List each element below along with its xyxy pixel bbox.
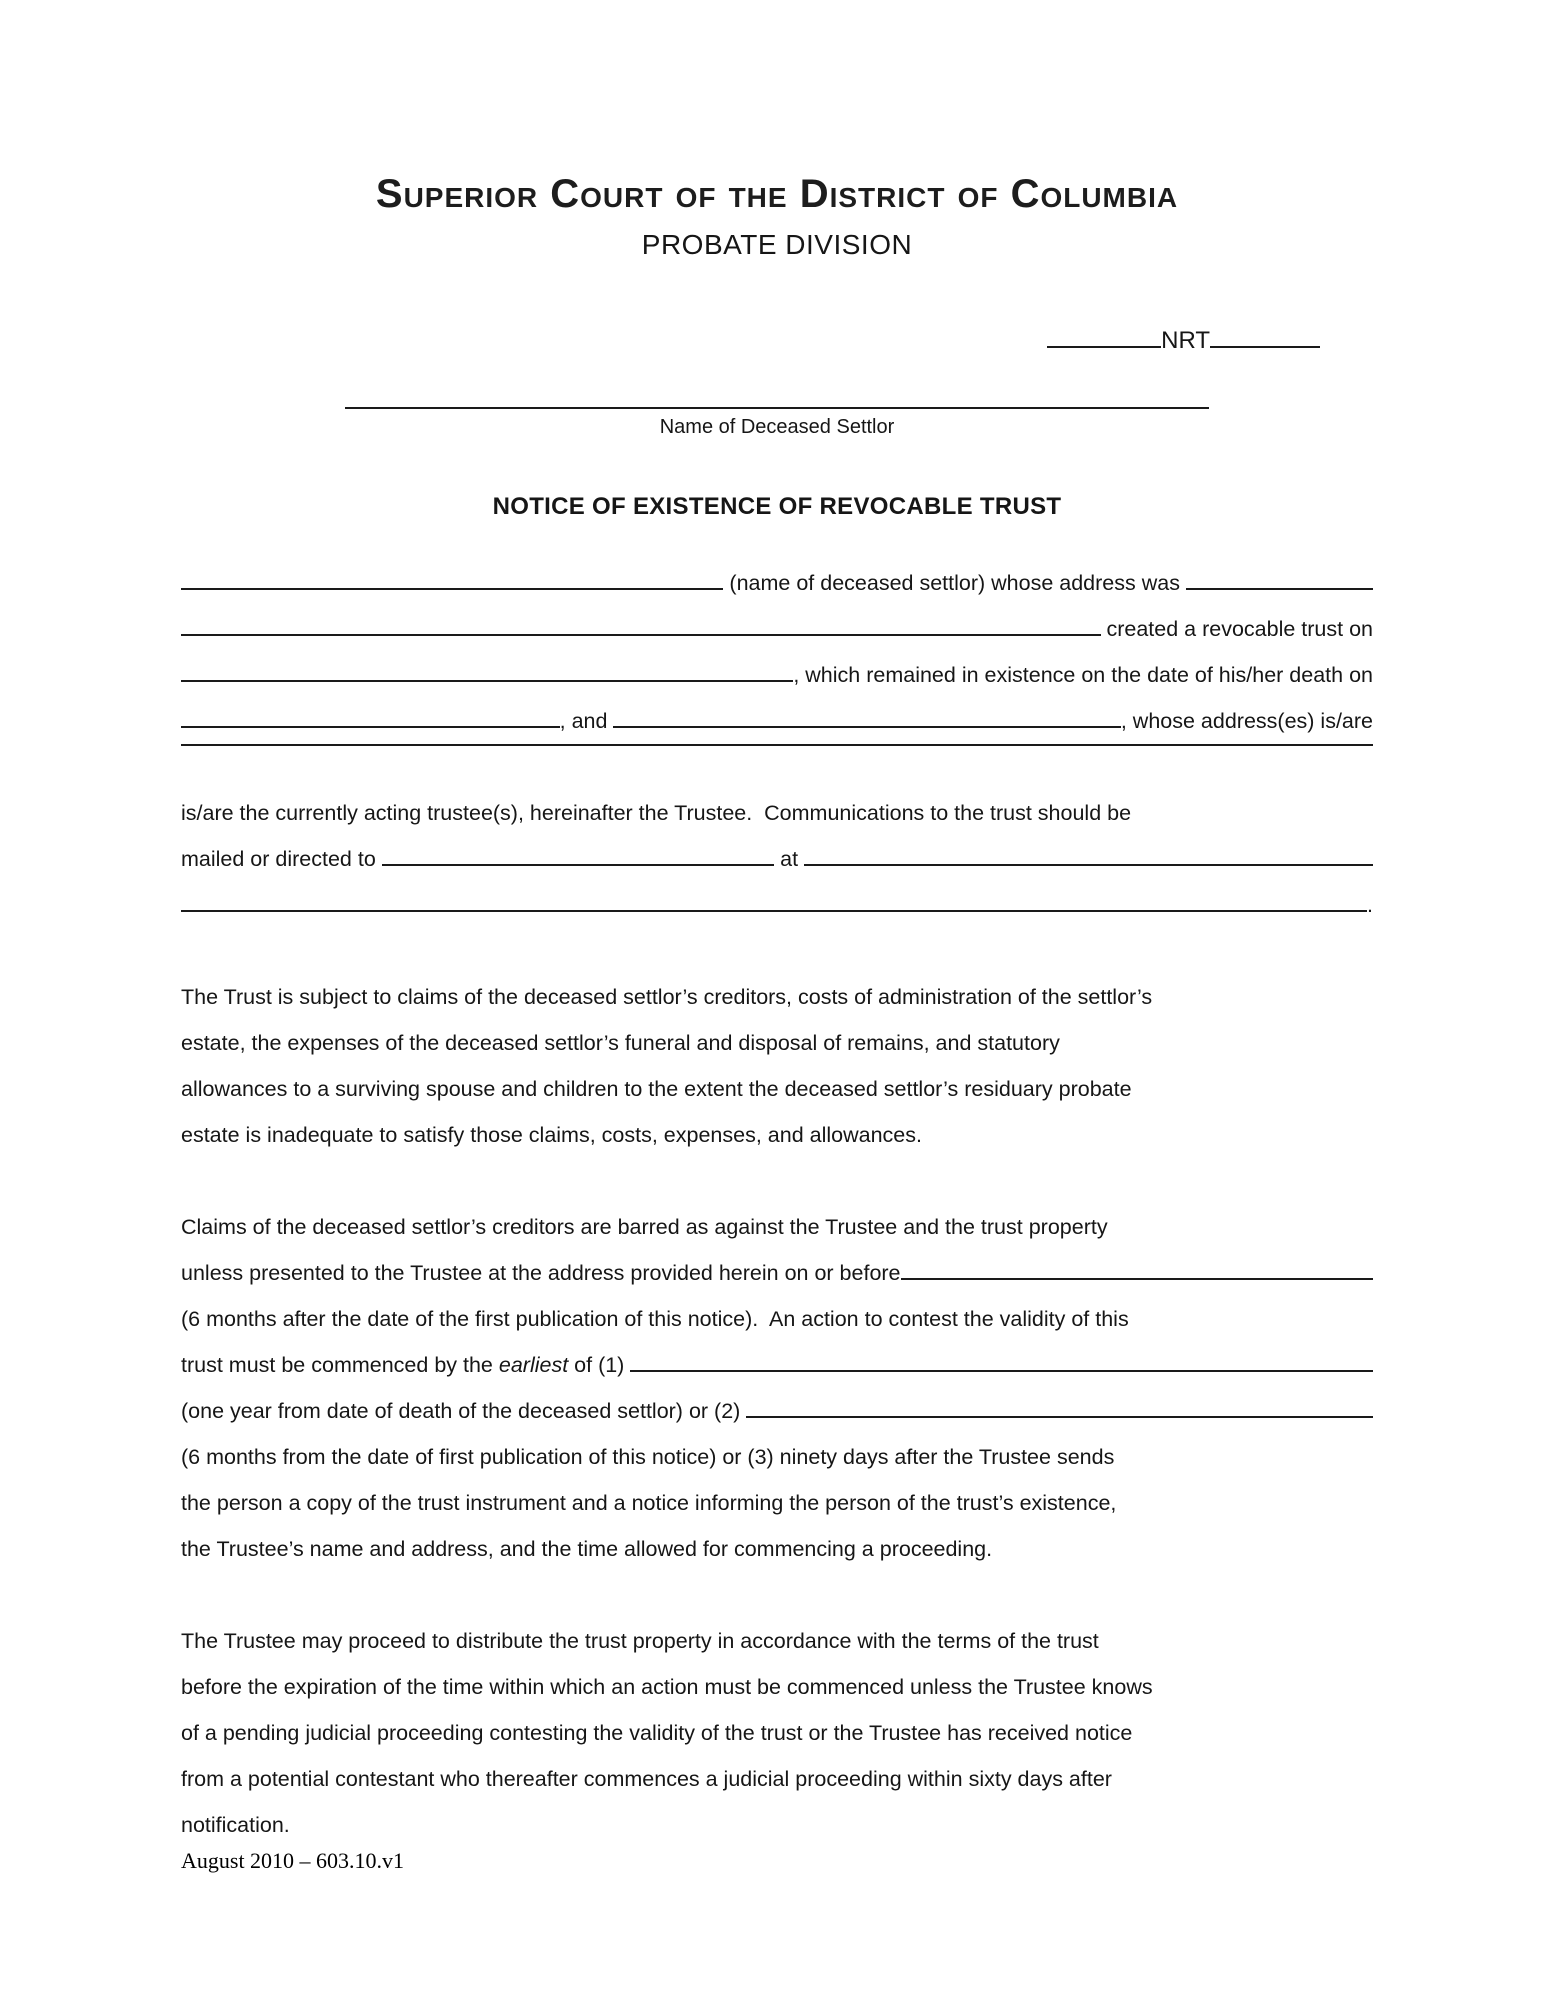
case-number-prefix-field[interactable] xyxy=(1047,346,1161,348)
text-line xyxy=(181,744,1373,790)
text-line xyxy=(181,974,1373,1020)
text-segment: of a pending judicial proceeding contesting the validity of the trust or the Trustee has received notice xyxy=(181,1721,1133,1745)
text-segment: at xyxy=(774,847,805,871)
text-segment: the person a copy of the trust instrument and a notice informing the person of the trust’s existence, xyxy=(181,1491,1117,1515)
text-segment: mailed or directed to xyxy=(181,847,382,871)
text-line xyxy=(181,1204,1373,1250)
text-line xyxy=(181,1434,1373,1480)
settlor-name-caption: Name of Deceased Settlor xyxy=(659,416,895,438)
form-version: August 2010 – 603.10.v1 xyxy=(181,1848,405,1873)
text-segment: estate is inadequate to satisfy those claims, costs, expenses, and allowances. xyxy=(181,1123,922,1147)
text-segment: Claims of the deceased settlor’s creditors are barred as against the Trustee and the trust property xyxy=(181,1215,1108,1239)
text-line xyxy=(181,1112,1373,1158)
blank-field-settlor-address[interactable] xyxy=(1186,588,1373,590)
text-line xyxy=(181,1710,1373,1756)
text-segment: The Trustee may proceed to distribute the trust property in accordance with the terms of the trust xyxy=(181,1629,1099,1653)
blank-field-trustee-names[interactable] xyxy=(613,726,1120,728)
form-content xyxy=(181,0,1373,1848)
text-segment: notification. xyxy=(181,1813,290,1837)
blank-field-deceased-settlor-name[interactable] xyxy=(181,588,723,590)
text-line xyxy=(181,1664,1373,1710)
text-segment: (6 months from the date of first publication of this notice) or (3) ninety days after the Trustee sends xyxy=(181,1445,1115,1469)
paragraph xyxy=(181,1618,1373,1848)
text-line xyxy=(181,1342,1373,1388)
text-line xyxy=(181,1020,1373,1066)
text-segment: before the expiration of the time within which an action must be commenced unless the Trustee knows xyxy=(181,1675,1153,1699)
text-segment: created a revocable trust on xyxy=(1100,617,1373,641)
text-segment: , whose address(es) is/are xyxy=(1120,709,1373,733)
text-segment: unless presented to the Trustee at the address provided herein on or before xyxy=(181,1261,901,1285)
text-line xyxy=(181,1756,1373,1802)
blank-field-contest-deadline-six-months[interactable] xyxy=(746,1416,1373,1418)
text-segment: from a potential contestant who thereafter commences a judicial proceeding within sixty days after xyxy=(181,1767,1112,1791)
text-segment: of (1) xyxy=(568,1353,631,1377)
text-line xyxy=(181,1250,1373,1296)
text-segment: , which remained in existence on the date of his/her death on xyxy=(793,663,1373,687)
case-number-suffix-field[interactable] xyxy=(1210,346,1320,348)
text-segment: estate, the expenses of the deceased settlor’s funeral and disposal of remains, and statutory xyxy=(181,1031,1060,1055)
text-segment: trust must be commenced by the xyxy=(181,1353,499,1377)
text-line xyxy=(181,1526,1373,1572)
text-segment: (6 months after the date of the first publication of this notice). An action to contest the validity of this xyxy=(181,1307,1129,1331)
text-segment: the Trustee’s name and address, and the time allowed for commencing a proceeding. xyxy=(181,1537,993,1561)
text-segment: (one year from date of death of the deceased settlor) or (2) xyxy=(181,1399,747,1423)
text-line xyxy=(181,790,1373,836)
text-segment: The Trust is subject to claims of the deceased settlor’s creditors, costs of administration of the settlor’s xyxy=(181,985,1153,1009)
court-title: Superior Court of the District of Columbia xyxy=(375,172,1179,216)
blank-field-contest-deadline-one-year[interactable] xyxy=(630,1370,1373,1372)
text-segment: is/are the currently acting trustee(s), hereinafter the Trustee. Communications to the trust should be xyxy=(181,801,1132,825)
text-line xyxy=(181,1296,1373,1342)
case-number-row xyxy=(181,318,1373,352)
text-line xyxy=(181,652,1373,698)
paragraph xyxy=(181,1204,1373,1572)
text-line xyxy=(181,560,1373,606)
blank-field-mailing-recipient[interactable] xyxy=(382,864,774,866)
blank-field-mailing-address-continued[interactable] xyxy=(181,910,1367,912)
text-segment: , and xyxy=(559,709,614,733)
blank-field-trustee-addresses[interactable] xyxy=(181,744,1373,746)
document-title: NOTICE OF EXISTENCE OF REVOCABLE TRUST xyxy=(492,493,1062,520)
text-segment: allowances to a surviving spouse and children to the extent the deceased settlor’s residuary probate xyxy=(181,1077,1132,1101)
blank-field-date-of-death[interactable] xyxy=(181,726,560,728)
text-line xyxy=(181,1388,1373,1434)
blank-field-settlor-address-continued[interactable] xyxy=(181,634,1101,636)
text-line xyxy=(181,698,1373,744)
blank-field-trust-creation-date[interactable] xyxy=(181,680,793,682)
case-number-label: NRT xyxy=(1161,327,1210,354)
text-segment: . xyxy=(1367,893,1373,917)
paragraph xyxy=(181,560,1373,928)
settlor-name-field[interactable] xyxy=(345,407,1209,409)
blank-field-claims-bar-date[interactable] xyxy=(901,1278,1373,1280)
text-segment: (name of deceased settlor) whose address was xyxy=(723,571,1186,595)
document-body xyxy=(181,560,1373,1848)
text-line xyxy=(181,1618,1373,1664)
blank-field-mailing-address[interactable] xyxy=(804,864,1373,866)
text-line xyxy=(181,1066,1373,1112)
text-line xyxy=(181,1802,1373,1848)
division-title: PROBATE DIVISION xyxy=(641,229,913,260)
paragraph xyxy=(181,974,1373,1158)
text-line xyxy=(181,606,1373,652)
text-line xyxy=(181,1480,1373,1526)
text-line xyxy=(181,836,1373,882)
italic-segment: earliest xyxy=(498,1353,569,1377)
text-line xyxy=(181,882,1373,928)
